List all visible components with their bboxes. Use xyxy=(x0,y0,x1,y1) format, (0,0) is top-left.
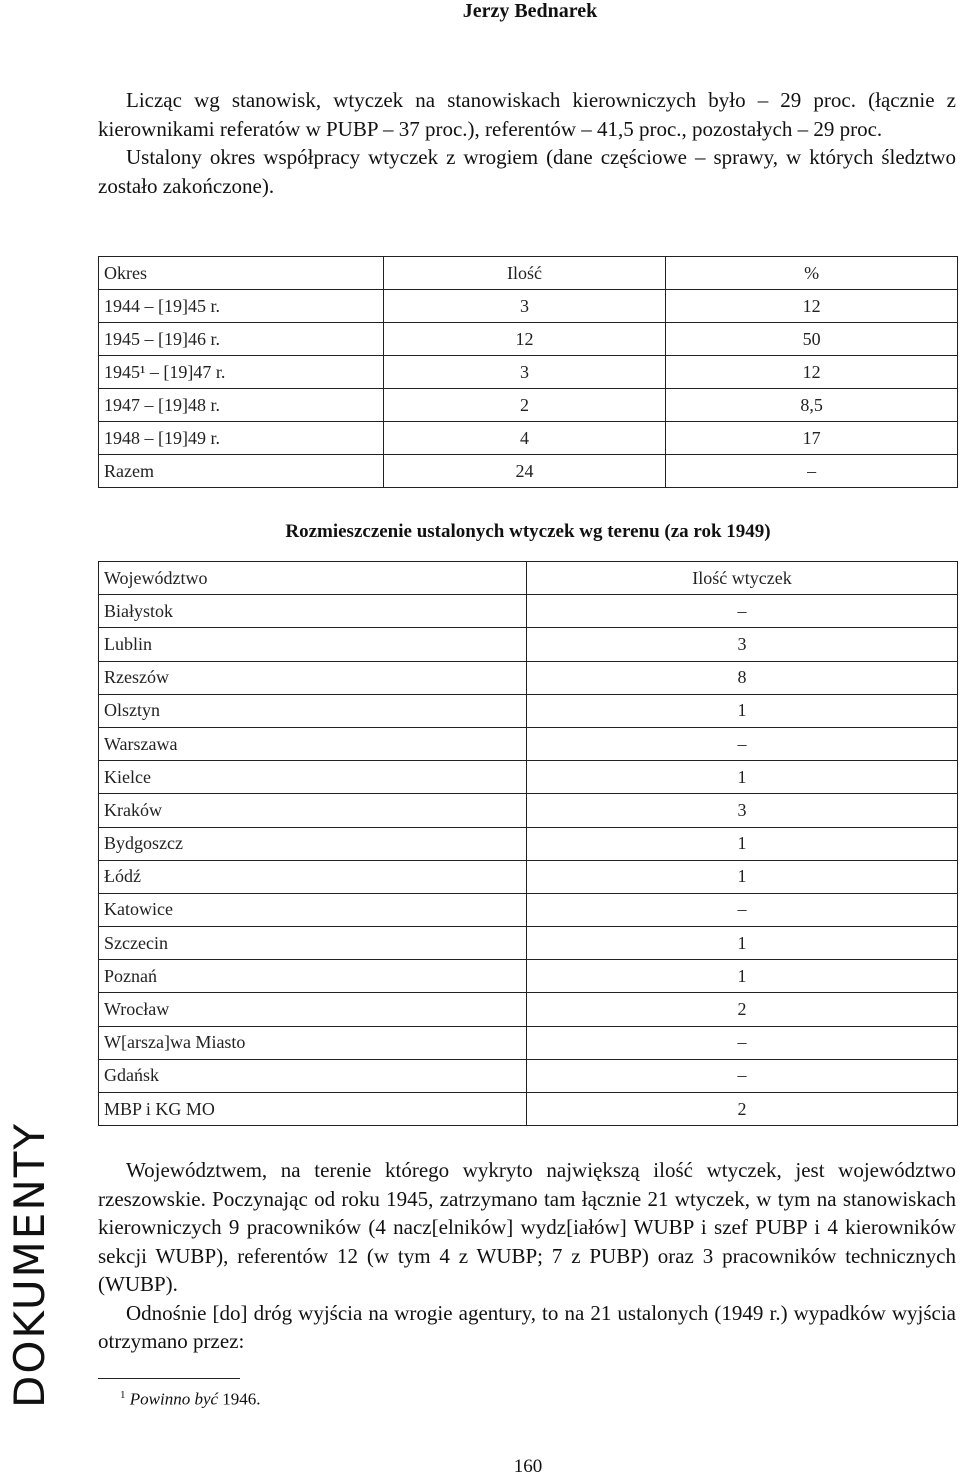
period-row xyxy=(99,356,958,389)
region-row xyxy=(99,794,958,827)
column-header: % xyxy=(666,257,958,290)
table-cell: 3 xyxy=(383,356,666,389)
table-cell: MBP i KG MO xyxy=(99,1093,527,1126)
column-header: Okres xyxy=(99,257,384,290)
region-table-title: Rozmieszczenie ustalonych wtyczek wg terenu (za rok 1949) xyxy=(285,521,771,542)
intro-paragraph-1-text: Licząc wg stanowisk, wtyczek na stanowiskach kierowniczych było – 29 proc. (łącznie z kierownikami referatów w PUBP – 37 proc.), referentów – 41,5 proc., pozostałych – 29 proc. xyxy=(98,88,956,141)
table-cell: 12 xyxy=(383,323,666,356)
table-cell: 1948 – [19]49 r. xyxy=(99,422,384,455)
region-row xyxy=(99,595,958,628)
table-cell: 1 xyxy=(527,927,958,960)
body-text xyxy=(98,1156,956,1356)
region-row xyxy=(99,1093,958,1126)
table-cell: Łódź xyxy=(99,860,527,893)
body-paragraph-2-text: Odnośnie [do] dróg wyjścia na wrogie agentury, to na 21 ustalonych (1949 r.) wypadków wyjścia otrzymano przez: xyxy=(98,1300,956,1353)
table-cell: 8,5 xyxy=(666,389,958,422)
footnote-mark: 1 xyxy=(120,1389,126,1401)
period-row xyxy=(99,290,958,323)
region-row xyxy=(99,927,958,960)
table-cell: Bydgoszcz xyxy=(99,827,527,860)
table-cell: 3 xyxy=(383,290,666,323)
period-table xyxy=(98,256,958,488)
table-cell: 8 xyxy=(527,661,958,694)
table-cell: 3 xyxy=(527,628,958,661)
table-cell: 17 xyxy=(666,422,958,455)
column-header: Województwo xyxy=(99,562,527,595)
region-row xyxy=(99,827,958,860)
region-table xyxy=(98,561,958,1126)
intro-paragraph-1 xyxy=(98,86,956,143)
region-row xyxy=(99,628,958,661)
region-row xyxy=(99,661,958,694)
region-row xyxy=(99,960,958,993)
region-row xyxy=(99,1059,958,1092)
table-cell: 3 xyxy=(527,794,958,827)
body-paragraph-1 xyxy=(98,1156,956,1299)
period-row xyxy=(99,422,958,455)
table-cell: 24 xyxy=(383,455,666,488)
table-cell: 1944 – [19]45 r. xyxy=(99,290,384,323)
table-cell: Gdańsk xyxy=(99,1059,527,1092)
table-cell: 1947 – [19]48 r. xyxy=(99,389,384,422)
table-cell: – xyxy=(527,595,958,628)
region-row xyxy=(99,1026,958,1059)
column-header: Ilość xyxy=(383,257,666,290)
table-cell: 1 xyxy=(527,860,958,893)
table-cell: 1 xyxy=(527,694,958,727)
table-cell: W[arsza]wa Miasto xyxy=(99,1026,527,1059)
section-sidebar-label: DOKUMENTY xyxy=(5,1121,54,1408)
region-row xyxy=(99,761,958,794)
region-row xyxy=(99,893,958,926)
table-cell: Rzeszów xyxy=(99,661,527,694)
table-cell: Kielce xyxy=(99,761,527,794)
table-cell: Białystok xyxy=(99,595,527,628)
table-cell: 1 xyxy=(527,761,958,794)
region-row xyxy=(99,727,958,760)
table-cell: 1 xyxy=(527,960,958,993)
table-cell: 1945¹ – [19]47 r. xyxy=(99,356,384,389)
page-number: 160 xyxy=(513,1456,543,1477)
region-row-header xyxy=(99,562,958,595)
table-cell: Olsztyn xyxy=(99,694,527,727)
table-cell: 1 xyxy=(527,827,958,860)
period-row xyxy=(99,323,958,356)
table-cell: – xyxy=(527,727,958,760)
table-cell: – xyxy=(527,1059,958,1092)
body-paragraph-2 xyxy=(98,1299,956,1356)
table-cell: 12 xyxy=(666,290,958,323)
table-cell: – xyxy=(527,1026,958,1059)
table-cell: 2 xyxy=(527,1093,958,1126)
table-cell: Lublin xyxy=(99,628,527,661)
table-cell: Wrocław xyxy=(99,993,527,1026)
period-row xyxy=(99,455,958,488)
table-cell: 2 xyxy=(527,993,958,1026)
footnote-separator xyxy=(98,1378,240,1379)
table-cell: Poznań xyxy=(99,960,527,993)
body-paragraph-1-text: Województwem, na terenie którego wykryto największą ilość wtyczek, jest województwo rzeszowskie. Poczynając od roku 1945, zatrzymano tam łącznie 21 wtyczek, w tym na stanowiskach kierowniczych 9 pracowników (4 nacz[elników] wydz[iałów] WUBP i szef PUBP i 4 kierowników sekcji WUBP), referentów 12 (w tym 4 z WUBP; 7 z PUBP) oraz 3 pracowników technicznych (WUBP). xyxy=(98,1158,956,1296)
table-cell: 50 xyxy=(666,323,958,356)
period-row xyxy=(99,389,958,422)
footnote-year: 1946. xyxy=(222,1389,261,1409)
footnote-text: Powinno być xyxy=(129,1389,219,1409)
footnote xyxy=(120,1389,261,1410)
table-cell: – xyxy=(527,893,958,926)
table-cell: 1945 – [19]46 r. xyxy=(99,323,384,356)
running-header: Jerzy Bednarek xyxy=(462,0,598,22)
region-row xyxy=(99,993,958,1026)
intro-paragraph-2 xyxy=(98,143,956,200)
column-header: Ilość wtyczek xyxy=(527,562,958,595)
table-cell: Razem xyxy=(99,455,384,488)
intro-text xyxy=(98,86,956,200)
table-cell: 2 xyxy=(383,389,666,422)
table-cell: 12 xyxy=(666,356,958,389)
intro-paragraph-2-text: Ustalony okres współpracy wtyczek z wrogiem (dane częściowe – sprawy, w których śledztwo zostało zakończone). xyxy=(98,145,956,198)
period-row-header xyxy=(99,257,958,290)
region-row xyxy=(99,694,958,727)
table-cell: Katowice xyxy=(99,893,527,926)
table-cell: Szczecin xyxy=(99,927,527,960)
table-cell: Kraków xyxy=(99,794,527,827)
table-cell: Warszawa xyxy=(99,727,527,760)
table-cell: 4 xyxy=(383,422,666,455)
region-row xyxy=(99,860,958,893)
table-cell: – xyxy=(666,455,958,488)
